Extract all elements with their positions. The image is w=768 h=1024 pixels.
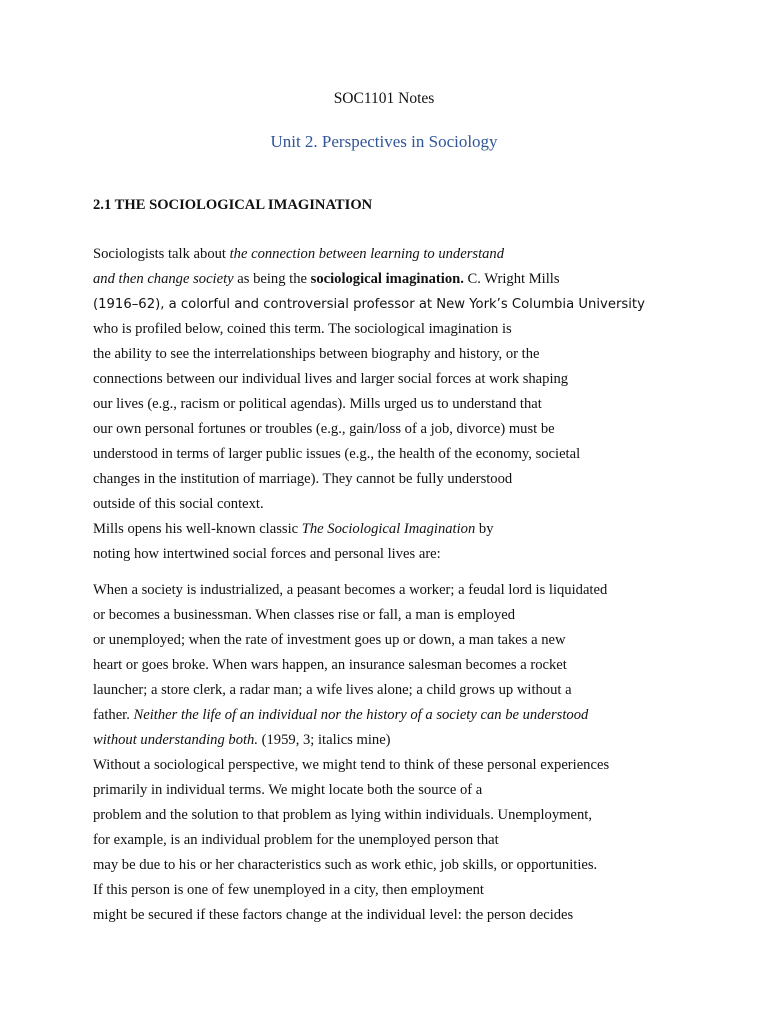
text-line: noting how intertwined social forces and personal lives are: bbox=[93, 546, 441, 562]
text-line: outside of this social context. bbox=[93, 496, 264, 512]
text-line: (1916–62), a colorful and controversial professor at New York’s Columbia University bbox=[93, 297, 645, 312]
quote-line: or unemployed; when the rate of investment goes up or down, a man takes a new bbox=[93, 632, 566, 648]
section-heading: 2.1 THE SOCIOLOGICAL IMAGINATION bbox=[93, 197, 373, 213]
bold-term: sociological imagination. bbox=[310, 271, 464, 287]
quote-line bbox=[93, 728, 693, 753]
text-line bbox=[93, 267, 693, 292]
text-run: father. bbox=[93, 707, 134, 723]
quote-line bbox=[93, 703, 693, 728]
text-line: connections between our individual lives and larger social forces at work shaping bbox=[93, 371, 569, 387]
quote-line: launcher; a store clerk, a radar man; a wife lives alone; a child grows up without a bbox=[93, 682, 572, 698]
text-line: problem and the solution to that problem as lying within individuals. Unemployment, bbox=[93, 807, 592, 823]
text-line: our own personal fortunes or troubles (e.g., gain/loss of a job, divorce) must be bbox=[93, 421, 555, 437]
quote-and-discussion bbox=[93, 578, 693, 928]
citation: (1959, 3; italics mine) bbox=[258, 732, 391, 748]
text-line: who is profiled below, coined this term. The sociological imagination is bbox=[93, 321, 512, 337]
text-line: our lives (e.g., racism or political agendas). Mills urged us to understand that bbox=[93, 396, 542, 412]
text-line: the ability to see the interrelationships between biography and history, or the bbox=[93, 346, 540, 362]
intro-paragraph bbox=[93, 242, 693, 567]
unit-title: Unit 2. Perspectives in Sociology bbox=[270, 132, 498, 151]
italic-run: Neither the life of an individual nor the history of a society can be understood bbox=[133, 707, 589, 723]
text-run: C. Wright Mills bbox=[463, 271, 560, 287]
text-run: Mills opens his well-known classic bbox=[93, 521, 302, 537]
text-line: changes in the institution of marriage). They cannot be fully understood bbox=[93, 471, 513, 487]
italic-run: the connection between learning to understand bbox=[229, 246, 505, 262]
quote-line: heart or goes broke. When wars happen, an insurance salesman becomes a rocket bbox=[93, 657, 567, 673]
text-run: by bbox=[475, 521, 494, 537]
text-line: for example, is an individual problem for the unemployed person that bbox=[93, 832, 499, 848]
text-line: primarily in individual terms. We might locate both the source of a bbox=[93, 782, 483, 798]
course-title: SOC1101 Notes bbox=[333, 90, 435, 107]
text-line: understood in terms of larger public issues (e.g., the health of the economy, societal bbox=[93, 446, 581, 462]
quote-line: or becomes a businessman. When classes rise or fall, a man is employed bbox=[93, 607, 516, 623]
book-title: The Sociological Imagination bbox=[301, 521, 476, 537]
quote-line: When a society is industrialized, a peasant becomes a worker; a feudal lord is liquidated bbox=[93, 582, 608, 598]
text-run: as being the bbox=[233, 271, 311, 287]
text-line: If this person is one of few unemployed in a city, then employment bbox=[93, 882, 484, 898]
italic-run: and then change society bbox=[93, 271, 234, 287]
italic-run: without understanding both. bbox=[93, 732, 258, 748]
text-line bbox=[93, 517, 693, 542]
text-line bbox=[93, 242, 693, 267]
text-run: Sociologists talk about bbox=[93, 246, 230, 262]
text-line: may be due to his or her characteristics such as work ethic, job skills, or opportunities. bbox=[93, 857, 598, 873]
text-line: might be secured if these factors change at the individual level: the person decides bbox=[93, 907, 574, 923]
text-line: Without a sociological perspective, we might tend to think of these personal experiences bbox=[93, 757, 610, 773]
